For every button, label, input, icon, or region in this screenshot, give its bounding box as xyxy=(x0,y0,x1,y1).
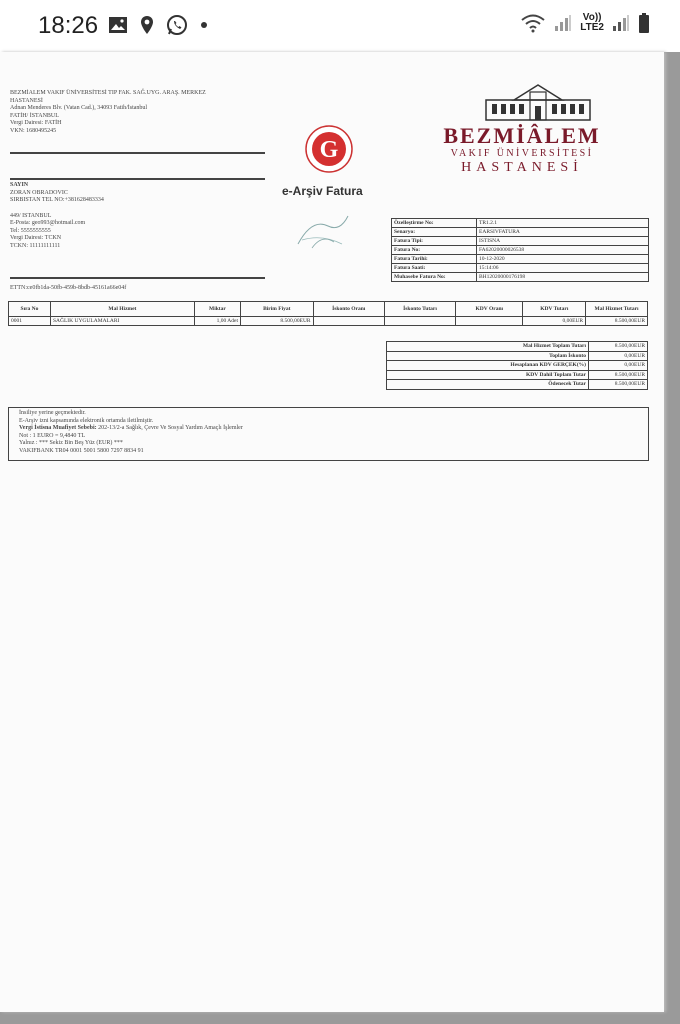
total-row xyxy=(387,370,648,380)
info-value: 15:14:06 xyxy=(477,264,649,273)
table-row xyxy=(9,317,648,326)
info-label: Fatura No: xyxy=(392,246,477,255)
column-header: Mal Hizmet xyxy=(50,302,194,317)
column-header: Miktar xyxy=(194,302,240,317)
info-label: Özelleştirme No: xyxy=(392,219,477,228)
column-header: İskonto Oranı xyxy=(313,302,384,317)
total-label: KDV Dahil Toplam Tutar xyxy=(387,370,589,380)
totals-table xyxy=(386,341,648,390)
hospital-building-icon xyxy=(484,82,592,122)
svg-text:G: G xyxy=(319,137,339,163)
info-label: Fatura Tarihi: xyxy=(392,255,477,264)
divider xyxy=(10,277,265,279)
table-cell: 8.500,00EUR xyxy=(240,317,313,326)
total-label: Mal Hizmet Toplam Tutarı xyxy=(387,342,589,352)
status-time: 18:26 xyxy=(38,12,99,39)
total-row xyxy=(387,361,648,371)
table-cell xyxy=(313,317,384,326)
total-value: 8.500,00EUR xyxy=(589,342,648,352)
info-label: Senaryo: xyxy=(392,228,477,237)
whatsapp-icon xyxy=(166,14,188,36)
info-value: BH12020000176198 xyxy=(477,273,649,282)
battery-icon xyxy=(638,12,650,34)
buyer-block: SAYIN ZORAN OBRADOVIC SIRBISTAN TEL NO:+381628483334 449/ ISTANBUL E-Posta: geo993@hotmail.com Tel: 5555555555 Vergi Dairesi: TCKN TCKN: 11111111111 xyxy=(10,182,104,249)
divider xyxy=(10,178,265,180)
brand-logo: BEZMİÂLEM VAKIF ÜNİVERSİTESİ HASTANESİ xyxy=(443,123,601,175)
notes-box: İnsiliye yerine geçmektedir. E-Arşiv izni kapsamında elektronik ortamda iletilmiştir. Vergi İstisna Muafiyet Sebebi: 202-13/2-a Sağlık, Çevre Ve Sosyal Yardım Amaçlı İşlemler Not : 1 EURO = 9,4840 TL Yalnız : *** Sekiz Bin Beş Yüz (EUR) *** VAKIFBANK TR04 0001 5001 5800 7297 8834 91 xyxy=(8,407,649,461)
info-row xyxy=(392,219,649,228)
total-value: 8.500,00EUR xyxy=(589,370,648,380)
info-row xyxy=(392,255,649,264)
info-row xyxy=(392,228,649,237)
divider xyxy=(10,152,265,154)
gib-logo-icon xyxy=(298,124,360,174)
status-bar xyxy=(0,0,680,52)
info-value: TR1.2.1 xyxy=(477,219,649,228)
seller-block: BEZMİALEM VAKIF ÜNİVERSİTESİ TIP FAK. SAĞ.UYG. ARAŞ. MERKEZ HASTANESİ Adnan Menderes Blv. (Vatan Cad.), 34093 Fatih/İstanbul FATİH/ İSTANBUL Vergi Dairesi: FATİH VKN: 1680495245 xyxy=(10,90,206,134)
table-cell xyxy=(384,317,455,326)
info-label: Fatura Tipi: xyxy=(392,237,477,246)
total-row xyxy=(387,342,648,352)
table-cell: 0,00EUR xyxy=(523,317,586,326)
ettn: ETTN:ce0fb1da-50fb-459b-8bdb-45161a66e04f xyxy=(10,285,127,291)
info-row xyxy=(392,273,649,282)
table-cell: SAĞLIK UYGULAMALARI xyxy=(50,317,194,326)
info-value: EARSIVFATURA xyxy=(477,228,649,237)
signal-icon xyxy=(554,14,572,32)
table-cell: 1,00 Adet xyxy=(194,317,240,326)
info-row xyxy=(392,237,649,246)
column-header: Sıra No xyxy=(9,302,51,317)
total-row xyxy=(387,380,648,390)
dot-icon xyxy=(200,21,208,29)
table-cell xyxy=(456,317,523,326)
total-label: Hesaplanan KDV GERÇEK(%) xyxy=(387,361,589,371)
location-icon xyxy=(140,15,154,35)
items-table xyxy=(8,301,648,326)
info-value: 10-12-2020 xyxy=(477,255,649,264)
signature-stamp-icon xyxy=(292,210,354,254)
invoice-page xyxy=(0,52,664,1012)
total-value: 0,00EUR xyxy=(589,361,648,371)
total-label: Ödenecek Tutar xyxy=(387,380,589,390)
total-value: 0,00EUR xyxy=(589,351,648,361)
info-value: ISTISNA xyxy=(477,237,649,246)
info-label: Fatura Saati: xyxy=(392,264,477,273)
column-header: Birim Fiyat xyxy=(240,302,313,317)
total-row xyxy=(387,351,648,361)
network-indicator: Vo)) LTE2 xyxy=(580,12,604,33)
invoice-info-table xyxy=(391,218,649,282)
column-header: Mal Hizmet Tutarı xyxy=(586,302,648,317)
column-header: KDV Oranı xyxy=(456,302,523,317)
info-value: FA62020000026538 xyxy=(477,246,649,255)
wifi-icon xyxy=(520,13,546,33)
info-row xyxy=(392,264,649,273)
total-value: 8.500,00EUR xyxy=(589,380,648,390)
total-label: Toplam İskonto xyxy=(387,351,589,361)
info-row xyxy=(392,246,649,255)
column-header: İskonto Tutarı xyxy=(384,302,455,317)
info-label: Muhasebe Fatura No: xyxy=(392,273,477,282)
signal-icon xyxy=(612,14,630,32)
table-cell: 8.500,00EUR xyxy=(586,317,648,326)
image-icon xyxy=(108,16,128,34)
column-header: KDV Tutarı xyxy=(523,302,586,317)
doc-title: e-Arşiv Fatura xyxy=(282,184,363,198)
table-cell: 0001 xyxy=(9,317,51,326)
